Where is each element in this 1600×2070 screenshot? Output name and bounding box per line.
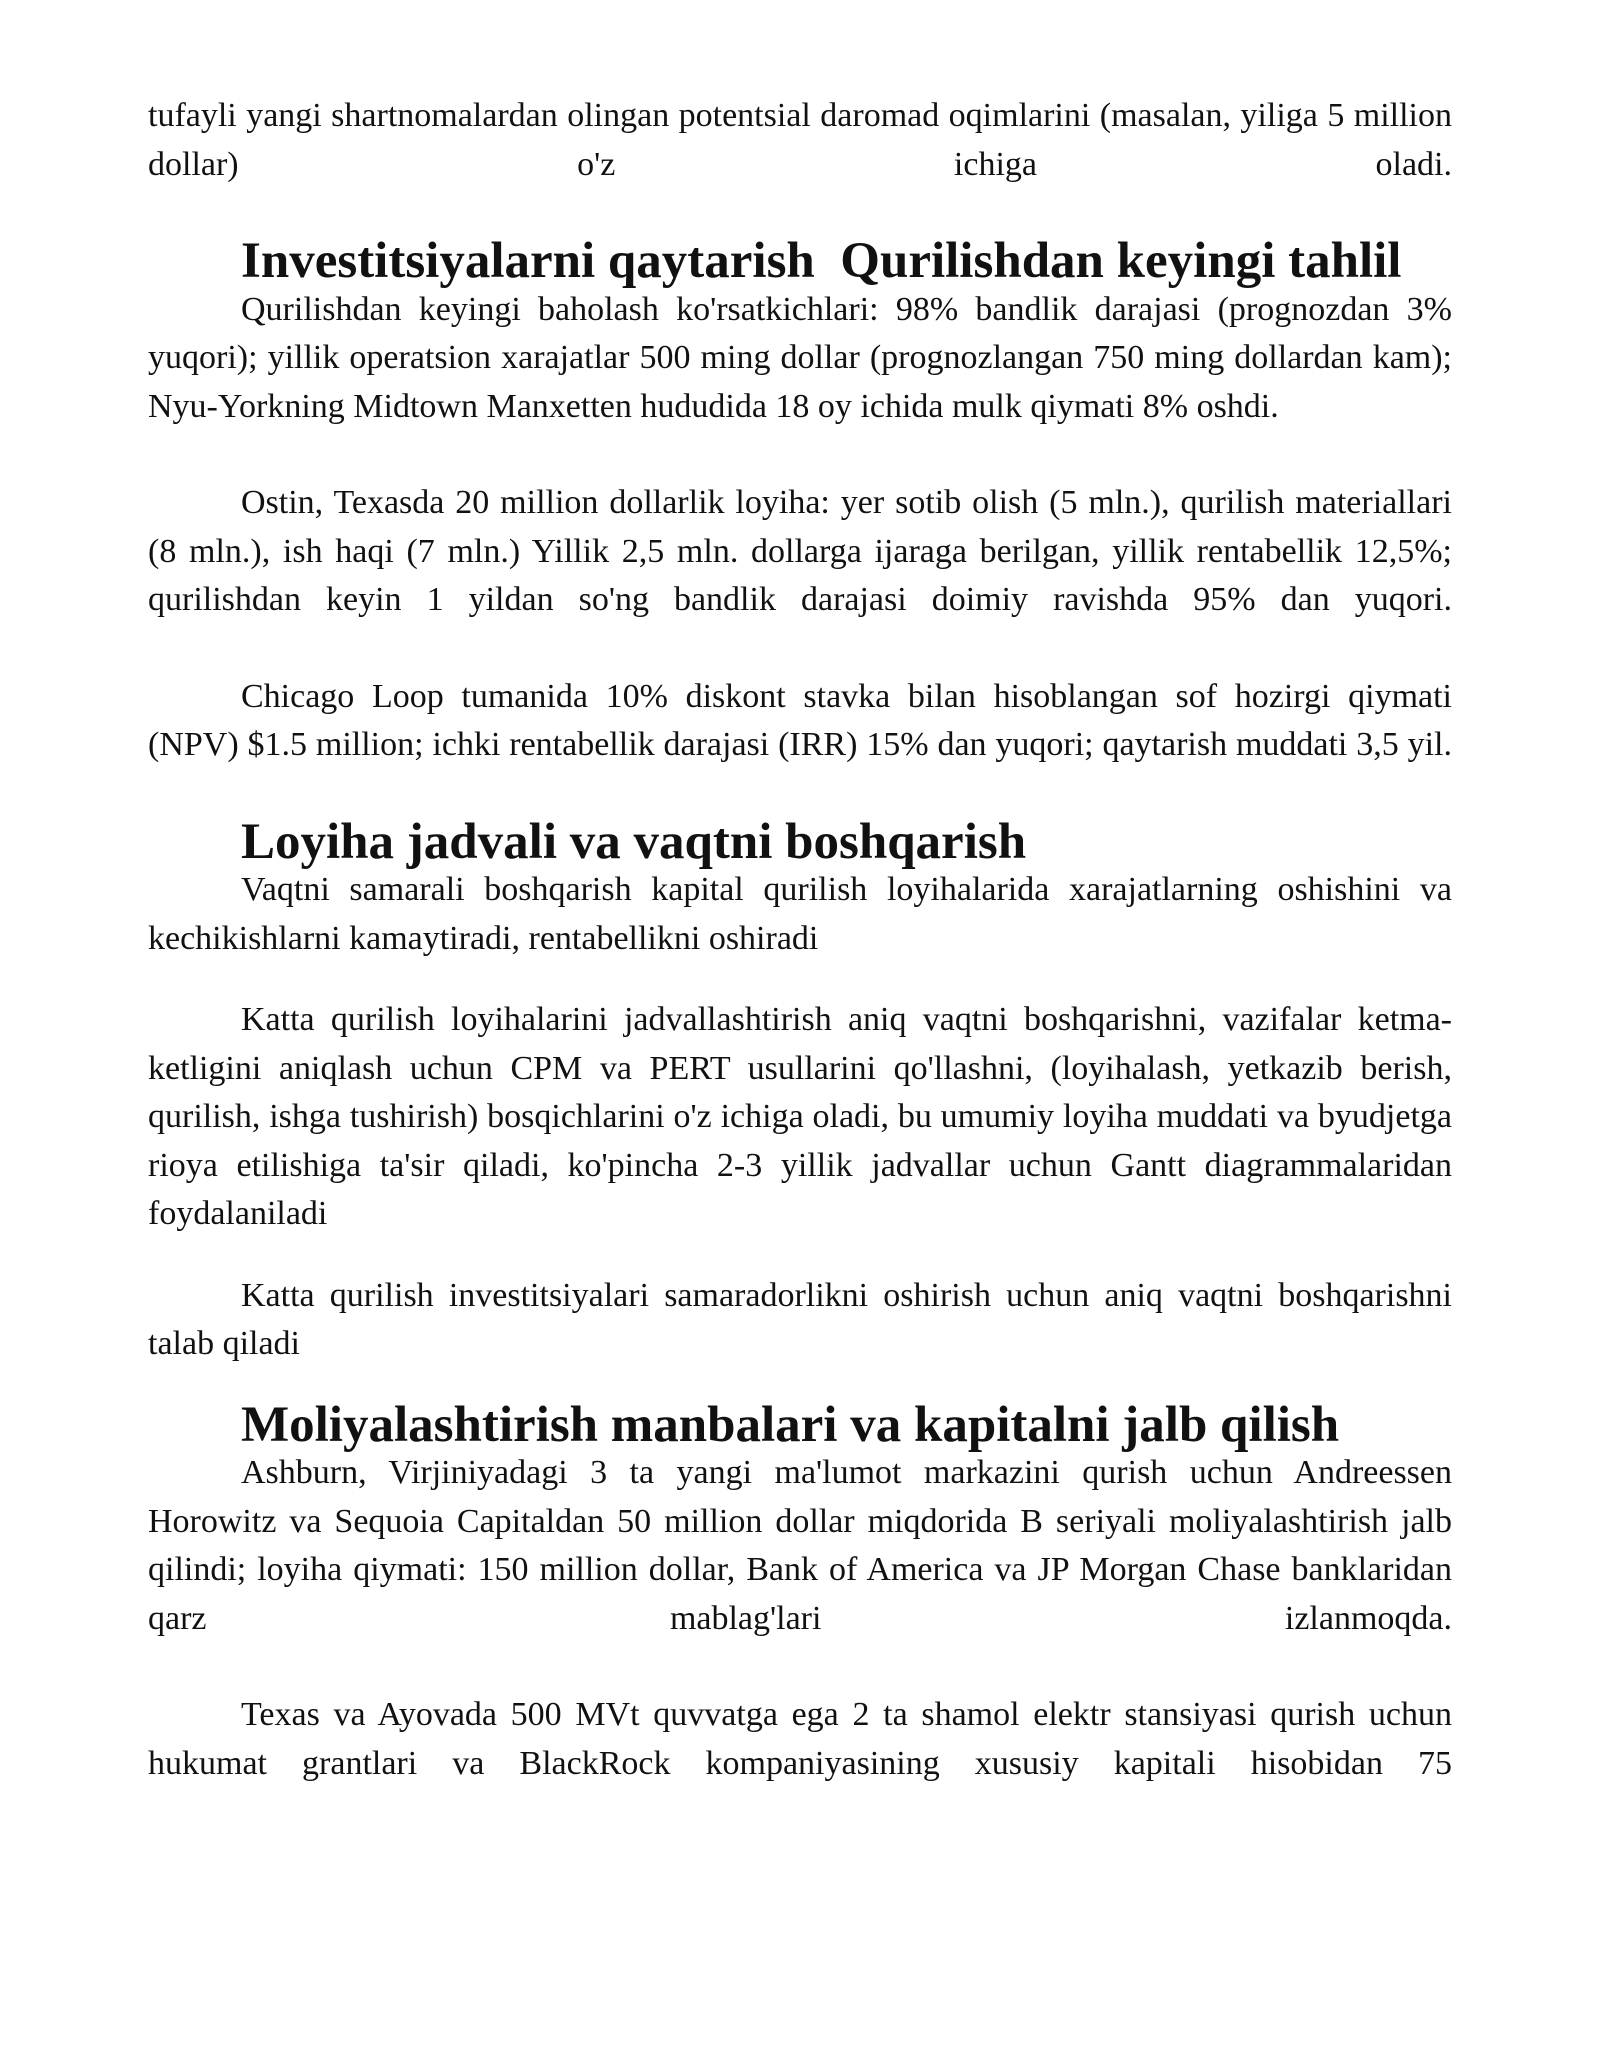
section-schedule-paragraph-3: Katta qurilish investitsiyalari samaradorlikni oshirish uchun aniq vaqtni boshqarishni talab qiladi <box>148 1276 1452 1362</box>
section-heading-financing: Moliyalashtirish manbalari va kapitalni jalb qilish <box>241 1396 1340 1453</box>
section-heading-schedule: Loyiha jadvali va vaqtni boshqarish <box>241 813 1027 870</box>
intro-paragraph: tufayli yangi shartnomalardan olingan potentsial daromad oqimlarini (masalan, yiliga 5 million dollar) o'z ichiga oladi. <box>148 97 1452 183</box>
section-schedule-paragraph-2: Katta qurilish loyihalarini jadvallashtirish aniq vaqtni boshqarishni, vazifalar ketma-ketligini aniqlash uchun CPM va PERT usullarini qo'llashni, (loyihalash, yetkazib berish, qurilish, ishga tushirish) bosqichlarini o'z ichiga oladi, bu umumiy loyiha muddati va byudjetga rioya etilishiga ta'sir qiladi, ko'pincha 2-3 yillik jadvallar uchun Gantt diagrammalaridan foydalaniladi <box>148 1001 1452 1232</box>
section-schedule-paragraph-1: Vaqtni samarali boshqarish kapital qurilish loyihalarida xarajatlarning oshishini va kechikishlarni kamaytiradi, rentabellikni oshiradi <box>148 871 1452 957</box>
document-page <box>148 92 1452 1788</box>
section-financing-paragraph-2: Texas va Ayovada 500 MVt quvvatga ega 2 ta shamol elektr stansiyasi qurish uchun hukumat grantlari va BlackRock kompaniyasining xususiy kapitali hisobidan 75 <box>148 1696 1452 1782</box>
section-financing-paragraph-1: Ashburn, Virjiniyadagi 3 ta yangi ma'lumot markazini qurish uchun Andreessen Horowitz va Sequoia Capitaldan 50 million dollar miqdorida B seriyali moliyalashtirish jalb qilindi; loyiha qiymati: 150 million dollar, Bank of America va JP Morgan Chase banklaridan qarz mablag'lari izlanmoqda. <box>148 1454 1452 1637</box>
section-roi-paragraph-3: Chicago Loop tumanida 10% diskont stavka bilan hisoblangan sof hozirgi qiymati (NPV) $1.5 million; ichki rentabellik darajasi (IRR) 15% dan yuqori; qaytarish muddati 3,5 yil. <box>148 677 1452 763</box>
section-roi-paragraph-2: Ostin, Texasda 20 million dollarlik loyiha: yer sotib olish (5 mln.), qurilish materiallari (8 mln.), ish haqi (7 mln.) Yillik 2,5 mln. dollarga ijaraga berilgan, yillik rentabellik 12,5%; qurilishdan keyin 1 yildan so'ng bandlik darajasi doimiy ravishda 95% dan yuqori. <box>148 484 1452 618</box>
section-heading-roi: Investitsiyalarni qaytarish Qurilishdan keyingi tahlil <box>241 233 1402 289</box>
section-roi-paragraph-1: Qurilishdan keyingi baholash ko'rsatkichlari: 98% bandlik darajasi (prognozdan 3% yuqori); yillik operatsion xarajatlar 500 ming dollar (prognozlangan 750 ming dollardan kam); Nyu-Yorkning Midtown Manxetten hududida 18 oy ichida mulk qiymati 8% oshdi. <box>148 290 1452 425</box>
